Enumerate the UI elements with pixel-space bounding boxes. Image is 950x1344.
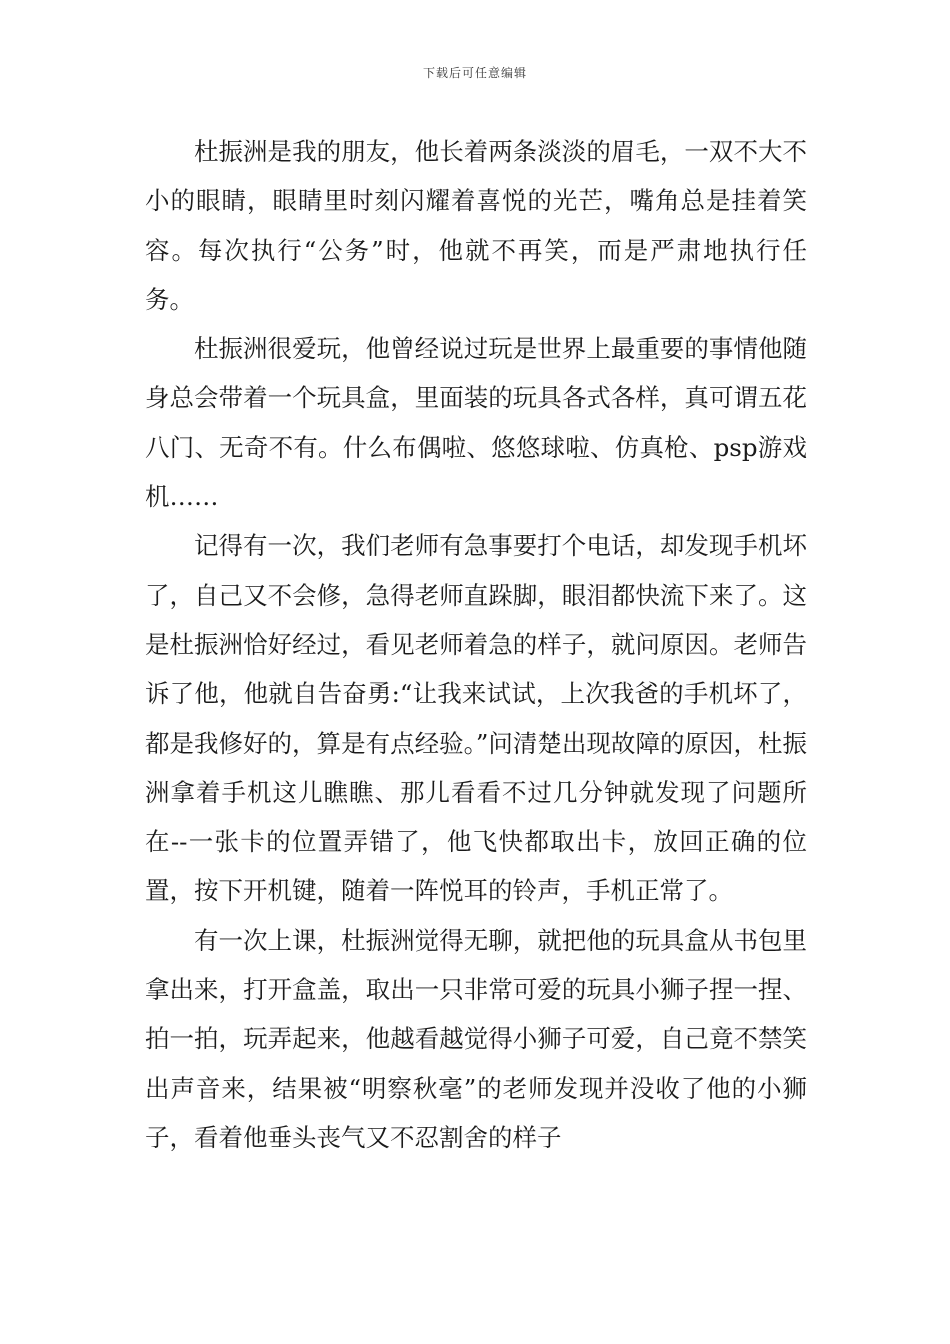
paragraph-2: 杜振洲很爱玩，他曾经说过玩是世界上最重要的事情他随身总会带着一个玩具盒，里面装的玩具各式各样，真可谓五花八门、无奇不有。什么布偶啦、悠悠球啦、仿真枪、psp游戏机…… [145,334,807,512]
paragraph-3: 记得有一次，我们老师有急事要打个电话，却发现手机坏了，自己又不会修，急得老师直跺脚，眼泪都快流下来了。这是杜振洲恰好经过，看见老师着急的样子，就问原因。老师告诉了他，他就自告奋勇:“让我来试试，上次我爸的手机坏了，都是我修好的，算是有点经验。”问清楚出现故障的原因，杜振洲拿着手机这儿瞧瞧、那儿看看不过几分钟就发现了问题所在--一张卡的位置弄错了，他飞快都取出卡，放回正确的位置，按下开机键，随着一阵悦耳的铃声，手机正常了。 [145,531,807,906]
paragraph-1: 杜振洲是我的朋友，他长着两条淡淡的眉毛，一双不大不小的眼睛，眼睛里时刻闪耀着喜悦的光芒，嘴角总是挂着笑容。每次执行“公务”时，他就不再笑，而是严肃地执行任务。 [145,137,807,314]
paragraph-4: 有一次上课，杜振洲觉得无聊，就把他的玩具盒从书包里拿出来，打开盒盖，取出一只非常可爱的玩具小狮子捏一捏、拍一拍，玩弄起来，他越看越觉得小狮子可爱，自己竟不禁笑出声音来，结果被“明察秋毫”的老师发现并没收了他的小狮子，看着他垂头丧气又不忍割舍的样子 [145,925,807,1152]
document-body [145,127,807,1162]
page-header: 下载后可任意编辑 [422,66,527,80]
